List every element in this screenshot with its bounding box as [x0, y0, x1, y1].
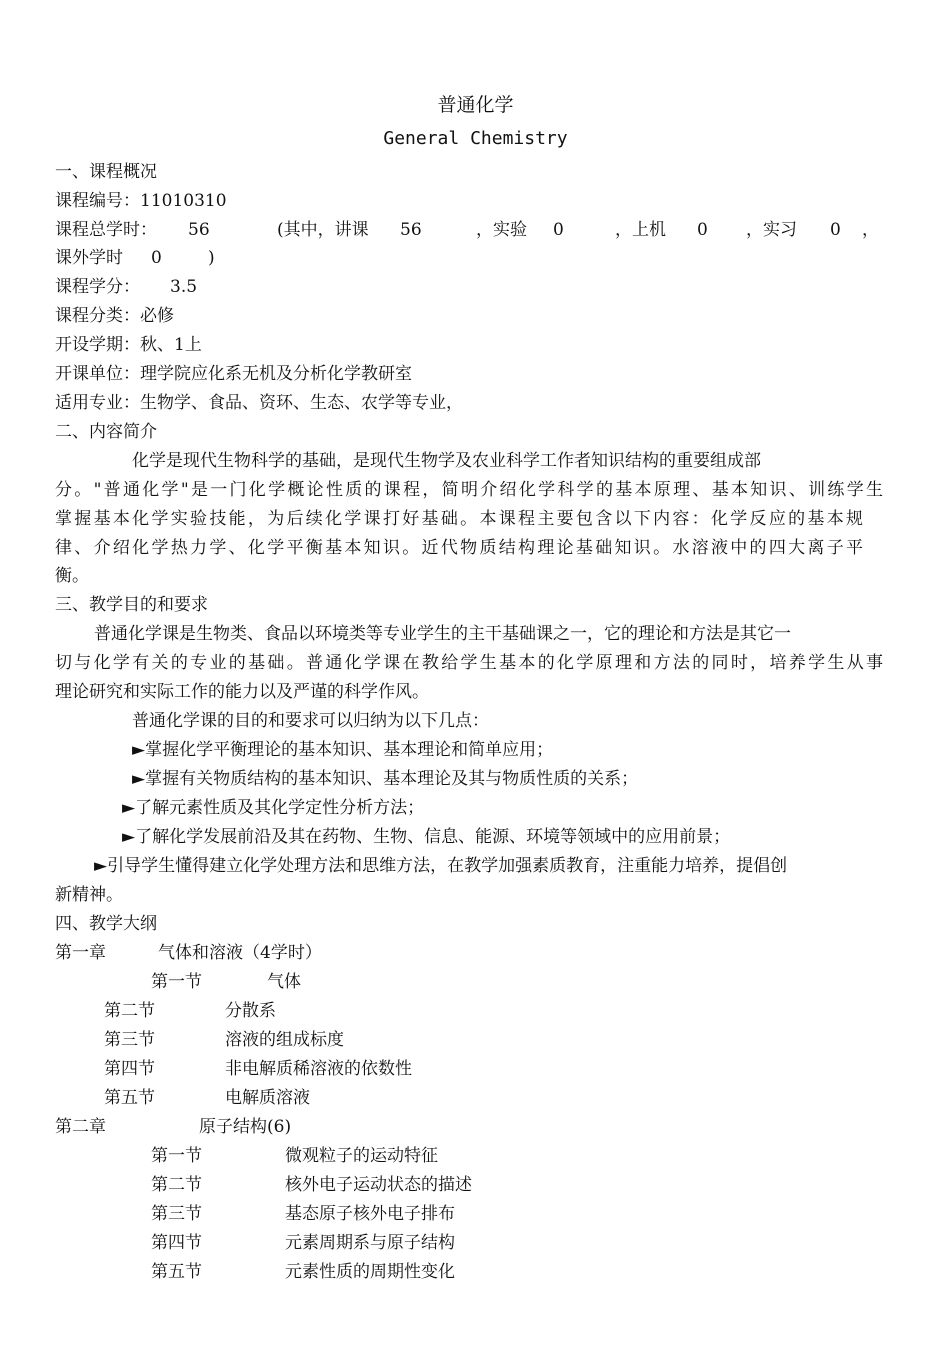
- section-label: 第二节: [104, 1001, 155, 1021]
- hours-lecture-label: (其中，讲课: [277, 220, 369, 240]
- objectives-paragraph-line: 理论研究和实际工作的能力以及严谨的科学作风。: [55, 682, 429, 702]
- hours-total: 56: [188, 220, 210, 240]
- objectives-intro: 普通化学课的目的和要求可以归纳为以下几点：: [132, 711, 489, 731]
- section-title: 微观粒子的运动特征: [285, 1146, 438, 1166]
- objectives-paragraph-line: 切与化学有关的专业的基础。普通化学课在教给学生基本的化学原理和方法的同时，培养学生从事: [55, 653, 883, 673]
- intro-paragraph-line: 化学是现代生物科学的基础，是现代生物学及农业科学工作者知识结构的重要组成部: [132, 451, 761, 471]
- hours-label: 课程总学时：: [55, 220, 157, 240]
- objective-bullet: ►了解化学发展前沿及其在药物、生物、信息、能源、环境等领域中的应用前景；: [122, 827, 731, 847]
- objective-bullet: ►引导学生懂得建立化学处理方法和思维方法，在教学加强素质教育，注重能力培养，提倡创: [94, 856, 788, 876]
- section-heading-syllabus: 四、教学大纲: [55, 914, 157, 934]
- chapter-title: 原子结构(6): [199, 1117, 292, 1137]
- objective-bullet: ►掌握有关物质结构的基本知识、基本理论及其与物质性质的关系；: [132, 769, 639, 789]
- hours-practice-label: ，实习: [746, 220, 797, 240]
- page-subtitle: General Chemistry: [383, 128, 568, 149]
- section-heading-overview: 一、课程概况: [55, 162, 157, 182]
- credit-value: 3.5: [170, 277, 198, 297]
- section-title: 基态原子核外电子排布: [285, 1204, 455, 1224]
- section-heading-intro: 二、内容简介: [55, 422, 157, 442]
- section-label: 第五节: [151, 1262, 202, 1282]
- hours-lab: 0: [553, 220, 564, 240]
- objectives-paragraph-line: 普通化学课是生物类、食品以环境类等专业学生的主干基础课之一，它的理论和方法是其它一: [94, 624, 791, 644]
- section-heading-objectives: 三、教学目的和要求: [55, 595, 208, 615]
- chapter-label: 第一章: [55, 943, 106, 963]
- course-unit: 开课单位：理学院应化系无机及分析化学教研室: [55, 364, 412, 384]
- course-majors: 适用专业：生物学、食品、资环、生态、农学等专业，: [55, 393, 463, 413]
- page-title: 普通化学: [437, 94, 514, 116]
- course-category: 课程分类：必修: [55, 306, 174, 326]
- section-label: 第四节: [104, 1059, 155, 1079]
- section-label: 第四节: [151, 1233, 202, 1253]
- hours-practice: 0: [830, 220, 841, 240]
- chapter-title: 气体和溶液（4学时）: [158, 943, 322, 963]
- extra-hours-label: 课外学时: [55, 248, 123, 268]
- section-label: 第五节: [104, 1088, 155, 1108]
- course-code: 课程编号：11010310: [55, 191, 227, 211]
- objective-bullet: ►了解元素性质及其化学定性分析方法；: [122, 798, 425, 818]
- section-title: 核外电子运动状态的描述: [285, 1175, 472, 1195]
- section-title: 电解质溶液: [225, 1088, 310, 1108]
- objective-bullet: ►掌握化学平衡理论的基本知识、基本理论和简单应用；: [132, 740, 554, 760]
- section-label: 第三节: [104, 1030, 155, 1050]
- hours-comma: ，: [862, 220, 879, 240]
- section-label: 第一节: [151, 1146, 202, 1166]
- extra-hours-close: ): [208, 248, 215, 268]
- hours-lab-label: ，实验: [476, 220, 527, 240]
- credit-label: 课程学分：: [55, 277, 140, 297]
- hours-computer-label: ，上机: [615, 220, 666, 240]
- intro-paragraph-line: 衡。: [55, 566, 89, 586]
- section-label: 第三节: [151, 1204, 202, 1224]
- section-title: 元素周期系与原子结构: [285, 1233, 455, 1253]
- hours-computer: 0: [697, 220, 708, 240]
- intro-paragraph-line: 律、介绍化学热力学、化学平衡基本知识。近代物质结构理论基础知识。水溶液中的四大离子平: [55, 538, 863, 558]
- section-title: 气体: [267, 972, 301, 992]
- objective-bullet-continued: 新精神。: [55, 885, 123, 905]
- intro-paragraph-line: 分。"普通化学"是一门化学概论性质的课程，简明介绍化学科学的基本原理、基本知识、训练学生: [55, 480, 883, 500]
- hours-lecture: 56: [400, 220, 422, 240]
- chapter-label: 第二章: [55, 1117, 106, 1137]
- section-label: 第二节: [151, 1175, 202, 1195]
- section-title: 分散系: [225, 1001, 276, 1021]
- section-title: 溶液的组成标度: [225, 1030, 344, 1050]
- course-semester: 开设学期：秋、1上: [55, 335, 202, 355]
- extra-hours: 0: [151, 248, 162, 268]
- section-title: 元素性质的周期性变化: [285, 1262, 455, 1282]
- intro-paragraph-line: 掌握基本化学实验技能，为后续化学课打好基础。本课程主要包含以下内容：化学反应的基本规: [55, 509, 863, 529]
- section-label: 第一节: [151, 972, 202, 992]
- section-title: 非电解质稀溶液的依数性: [225, 1059, 412, 1079]
